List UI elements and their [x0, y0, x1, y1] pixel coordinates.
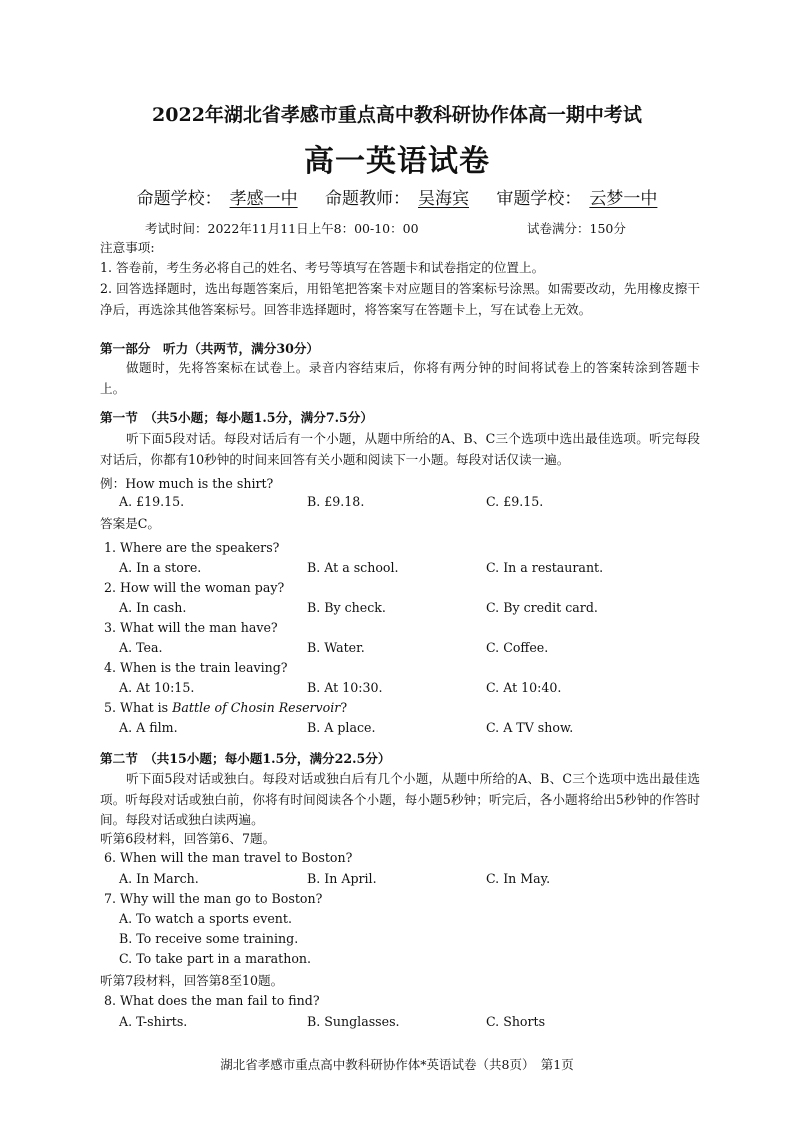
q3-option-b: B. Water.: [307, 640, 365, 655]
author-info-row: [0, 184, 794, 209]
review-school: 云梦一中: [589, 189, 658, 209]
question-4: 4. When is the train leaving?: [104, 660, 288, 675]
q8-option-b: B. Sunglasses.: [307, 1014, 400, 1029]
section1-heading: 第一节 （共5小题；每小题1.5分，满分7.5分）: [100, 410, 373, 425]
q6-option-b: B. In April.: [307, 871, 377, 886]
q1-option-c: C. In a restaurant.: [486, 560, 604, 575]
paper-subtitle: 高一英语试卷: [304, 144, 490, 179]
notice-item-1: 1. 答卷前，考生务必将自己的姓名、考号等填写在答题卡和试卷指定的位置上。: [100, 260, 545, 275]
material-7-note: 听第7段材料，回答第8至10题。: [100, 973, 284, 988]
section2-intro: 听下面5段对话或独白。每段对话或独白后有几个小题，从题中所给的A、B、C三个选项中选出最佳选项。听每段对话或独白前，你将有时间阅读各个小题，每小题5秒钟；听完后，各小题将给出5秒钟的作答时间。每段对话或独白读两遍。: [100, 771, 700, 827]
example-answer: 答案是C。: [100, 516, 161, 531]
q5-option-a: A. A film.: [119, 720, 178, 735]
question-3: 3. What will the man have?: [104, 620, 278, 635]
material-6-note: 听第6段材料，回答第6、7题。: [100, 831, 276, 846]
notice-heading: 注意事项:: [100, 240, 155, 255]
part1-heading: 第一部分 听力（共两节，满分30分）: [100, 341, 320, 356]
example-option-b: B. £9.18.: [307, 494, 365, 509]
exam-title: 2022年湖北省孝感市重点高中教科研协作体高一期中考试: [152, 104, 642, 126]
question-8: 8. What does the man fail to find?: [104, 993, 320, 1008]
teacher-label: 命题教师：: [325, 189, 410, 209]
page-footer: 湖北省孝感市重点高中教科研协作体*英语试卷（共8页） 第1页: [220, 1057, 574, 1072]
q2-option-c: C. By credit card.: [486, 600, 598, 615]
q6-option-a: A. In March.: [119, 871, 199, 886]
example-option-c: C. £9.15.: [486, 494, 544, 509]
q6-option-c: C. In May.: [486, 871, 551, 886]
question-5: [104, 700, 347, 715]
q3-option-c: C. Coffee.: [486, 640, 549, 655]
q8-option-a: A. T-shirts.: [119, 1014, 188, 1029]
q4-option-c: C. At 10:40.: [486, 680, 562, 695]
review-label: 审题学校：: [496, 189, 582, 209]
q5-option-b: B. A place.: [307, 720, 376, 735]
section2-heading: 第二节 （共15小题；每小题1.5分，满分22.5分）: [100, 751, 391, 766]
exam-time: 考试时间：2022年11月11日上午8：00-10：00: [145, 221, 419, 236]
notice-item-2: 2. 回答选择题时，选出每题答案后，用铅笔把答案卡对应题目的答案标号涂黑。如需要改动，先用橡皮擦干净后，再选涂其他答案标号。回答非选择题时，将答案写在答题卡上，写在试卷上无效。: [100, 281, 700, 317]
question-1: 1. Where are the speakers?: [104, 540, 280, 555]
school-label: 命题学校：: [136, 189, 222, 209]
q5-suffix: ?: [340, 700, 348, 715]
question-6: 6. When will the man travel to Boston?: [104, 850, 353, 865]
example-question: 例：How much is the shirt?: [100, 476, 274, 491]
q4-option-b: B. At 10:30.: [307, 680, 383, 695]
q8-option-c: C. Shorts: [486, 1014, 546, 1029]
q4-option-a: A. At 10:15.: [119, 680, 195, 695]
q1-option-a: A. In a store.: [119, 560, 202, 575]
part1-intro: 做题时，先将答案标在试卷上。录音内容结束后，你将有两分钟的时间将试卷上的答案转涂到答题卡上。: [100, 360, 700, 396]
q2-option-a: A. In cash.: [119, 600, 187, 615]
q1-option-b: B. At a school.: [307, 560, 399, 575]
section1-intro: 听下面5段对话。每段对话后有一个小题，从题中所给的A、B、C三个选项中选出最佳选项。听完每段对话后，你都有10秒钟的时间来回答有关小题和阅读下一小题。每段对话仅读一遍。: [100, 431, 700, 467]
q5-option-c: C. A TV show.: [486, 720, 574, 735]
example-option-a: A. £19.15.: [119, 494, 185, 509]
school-name: 孝感一中: [229, 189, 298, 209]
q2-option-b: B. By check.: [307, 600, 386, 615]
full-score: 试卷满分：150分: [527, 221, 626, 236]
q5-title: Battle of Chosin Reservoir: [172, 700, 341, 715]
q5-prefix: 5. What is: [104, 700, 173, 715]
question-2: 2. How will the woman pay?: [104, 580, 285, 595]
q7-option-b: B. To receive some training.: [119, 931, 299, 946]
teacher-name: 吴海宾: [418, 189, 469, 209]
q7-option-a: A. To watch a sports event.: [119, 911, 292, 926]
question-7: 7. Why will the man go to Boston?: [104, 891, 323, 906]
q3-option-a: A. Tea.: [119, 640, 163, 655]
q7-option-c: C. To take part in a marathon.: [119, 951, 312, 966]
